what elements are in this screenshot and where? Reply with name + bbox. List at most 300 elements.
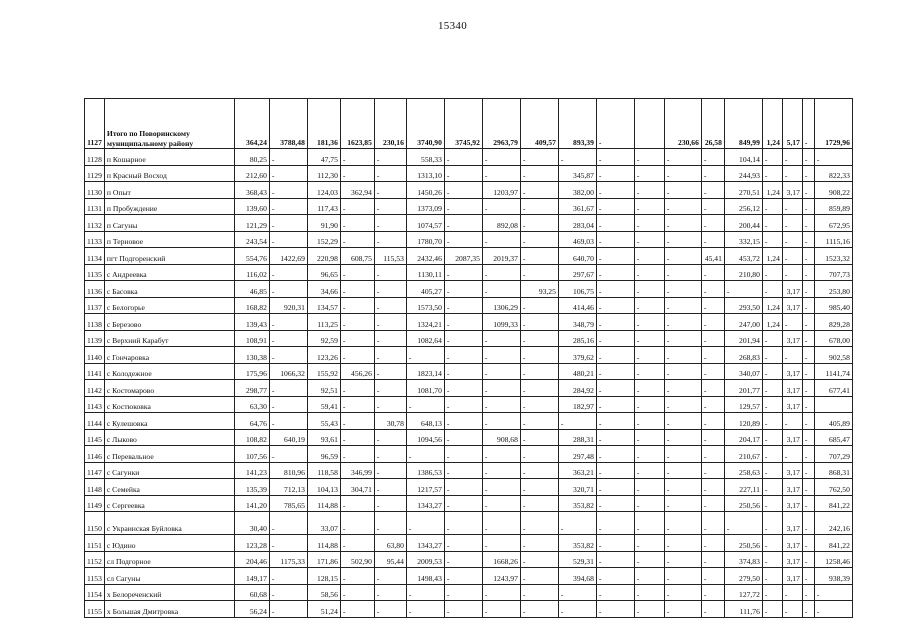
- value-cell: -: [762, 495, 782, 512]
- value-cell: -: [701, 380, 724, 397]
- value-cell: -: [520, 429, 558, 446]
- value-cell: -: [374, 231, 406, 248]
- value-cell: -: [596, 429, 634, 446]
- value-cell: -: [520, 330, 558, 347]
- value-cell: -: [701, 264, 724, 281]
- value-cell: -: [634, 551, 664, 568]
- table-row: [85, 413, 853, 430]
- value-cell: -: [762, 479, 782, 496]
- value-cell: -: [802, 347, 814, 364]
- value-cell: -: [269, 264, 307, 281]
- value-cell: -: [762, 446, 782, 463]
- value-cell: -: [664, 149, 701, 166]
- value-cell: -: [762, 396, 782, 413]
- row-number-cell: 1148: [85, 479, 105, 496]
- value-cell: 139,60: [234, 198, 269, 215]
- value-cell: -: [664, 248, 701, 265]
- value-cell: -: [340, 535, 374, 552]
- value-cell: 1573,50: [406, 297, 444, 314]
- value-cell: 1243,97: [482, 568, 520, 585]
- value-cell: -: [444, 297, 482, 314]
- value-cell: 1081,70: [406, 380, 444, 397]
- value-cell: 212,60: [234, 165, 269, 182]
- value-cell: 608,75: [340, 248, 374, 265]
- value-cell: -: [664, 429, 701, 446]
- value-cell: 3,17: [782, 462, 802, 479]
- table-row: [85, 380, 853, 397]
- row-number-cell: 1131: [85, 198, 105, 215]
- value-cell: -: [802, 281, 814, 298]
- value-cell: -: [701, 363, 724, 380]
- value-cell: 175,96: [234, 363, 269, 380]
- value-cell: -: [558, 413, 596, 430]
- value-cell: -: [406, 512, 444, 535]
- value-cell: -: [664, 568, 701, 585]
- row-number-cell: 1155: [85, 601, 105, 618]
- value-cell: -: [520, 231, 558, 248]
- value-cell: 841,22: [814, 535, 852, 552]
- value-cell: 107,56: [234, 446, 269, 463]
- value-cell: -: [340, 330, 374, 347]
- value-cell: 2432,46: [406, 248, 444, 265]
- value-cell: 707,73: [814, 264, 852, 281]
- value-cell: -: [802, 380, 814, 397]
- value-cell: -: [634, 568, 664, 585]
- value-cell: 283,04: [558, 215, 596, 232]
- value-cell: -: [444, 363, 482, 380]
- value-cell: -: [374, 601, 406, 618]
- value-cell: 1313,10: [406, 165, 444, 182]
- value-cell: 363,21: [558, 462, 596, 479]
- value-cell: -: [664, 363, 701, 380]
- table-row: [85, 363, 853, 380]
- value-cell: 201,94: [724, 330, 762, 347]
- value-cell: -: [802, 330, 814, 347]
- value-cell: -: [701, 446, 724, 463]
- value-cell: -: [664, 297, 701, 314]
- table-row: [85, 462, 853, 479]
- value-cell: -: [596, 264, 634, 281]
- value-cell: -: [596, 297, 634, 314]
- value-cell: -: [596, 99, 634, 149]
- value-cell: -: [762, 568, 782, 585]
- row-number-cell: 1150: [85, 512, 105, 535]
- value-cell: 250,56: [724, 495, 762, 512]
- value-cell: -: [802, 551, 814, 568]
- value-cell: -: [634, 446, 664, 463]
- value-cell: -: [802, 198, 814, 215]
- value-cell: 104,14: [724, 149, 762, 166]
- value-cell: 63,30: [234, 396, 269, 413]
- table-row: [85, 149, 853, 166]
- settlement-name-cell: пгт Подгоренский: [104, 248, 234, 265]
- value-cell: -: [340, 568, 374, 585]
- value-cell: -: [520, 314, 558, 331]
- value-cell: -: [701, 182, 724, 199]
- value-cell: 1523,32: [814, 248, 852, 265]
- table-row: [85, 446, 853, 463]
- value-cell: -: [269, 314, 307, 331]
- value-cell: -: [406, 347, 444, 364]
- value-cell: 91,90: [307, 215, 340, 232]
- settlement-name-cell: п Кошарное: [104, 149, 234, 166]
- value-cell: 892,08: [482, 215, 520, 232]
- row-number-cell: 1134: [85, 248, 105, 265]
- row-number-cell: 1127: [85, 99, 105, 149]
- value-cell: -: [596, 462, 634, 479]
- value-cell: -: [374, 429, 406, 446]
- value-cell: -: [482, 535, 520, 552]
- value-cell: -: [596, 363, 634, 380]
- value-cell: 1074,57: [406, 215, 444, 232]
- value-cell: [814, 396, 852, 413]
- value-cell: 332,15: [724, 231, 762, 248]
- value-cell: -: [802, 601, 814, 618]
- value-cell: -: [340, 396, 374, 413]
- value-cell: -: [664, 512, 701, 535]
- value-cell: 1,24: [762, 297, 782, 314]
- value-cell: -: [269, 149, 307, 166]
- row-number-cell: 1154: [85, 584, 105, 601]
- value-cell: -: [558, 601, 596, 618]
- value-cell: -: [634, 512, 664, 535]
- value-cell: -: [664, 281, 701, 298]
- value-cell: -: [374, 149, 406, 166]
- value-cell: -: [664, 198, 701, 215]
- value-cell: 284,92: [558, 380, 596, 397]
- value-cell: 345,87: [558, 165, 596, 182]
- value-cell: -: [762, 231, 782, 248]
- value-cell: 58,56: [307, 584, 340, 601]
- value-cell: -: [340, 297, 374, 314]
- value-cell: -: [664, 396, 701, 413]
- value-cell: 640,70: [558, 248, 596, 265]
- value-cell: -: [269, 281, 307, 298]
- value-cell: -: [340, 149, 374, 166]
- value-cell: 3,17: [782, 281, 802, 298]
- value-cell: -: [482, 363, 520, 380]
- value-cell: 1386,53: [406, 462, 444, 479]
- value-cell: 92,59: [307, 330, 340, 347]
- settlement-name-cell: с Верхний Карабут: [104, 330, 234, 347]
- value-cell: 30,40: [234, 512, 269, 535]
- value-cell: -: [782, 584, 802, 601]
- table-row: [85, 568, 853, 585]
- settlement-name-cell: х Белореченский: [104, 584, 234, 601]
- value-cell: -: [374, 479, 406, 496]
- value-cell: 340,07: [724, 363, 762, 380]
- value-cell: -: [444, 149, 482, 166]
- value-cell: -: [634, 601, 664, 618]
- value-cell: -: [374, 446, 406, 463]
- value-cell: 108,82: [234, 429, 269, 446]
- row-number-cell: 1142: [85, 380, 105, 397]
- value-cell: 3,17: [782, 297, 802, 314]
- value-cell: -: [520, 584, 558, 601]
- value-cell: -: [701, 198, 724, 215]
- row-number-cell: 1139: [85, 330, 105, 347]
- value-cell: 34,66: [307, 281, 340, 298]
- value-cell: -: [444, 347, 482, 364]
- value-cell: -: [406, 396, 444, 413]
- value-cell: -: [634, 297, 664, 314]
- value-cell: 3788,48: [269, 99, 307, 149]
- value-cell: -: [596, 215, 634, 232]
- value-cell: -: [782, 165, 802, 182]
- value-cell: -: [444, 165, 482, 182]
- value-cell: 414,46: [558, 297, 596, 314]
- value-cell: -: [444, 264, 482, 281]
- value-cell: 33,07: [307, 512, 340, 535]
- value-cell: -: [664, 330, 701, 347]
- value-cell: -: [634, 281, 664, 298]
- value-cell: 453,72: [724, 248, 762, 265]
- value-cell: 242,16: [814, 512, 852, 535]
- value-cell: -: [701, 479, 724, 496]
- row-number-cell: 1137: [85, 297, 105, 314]
- value-cell: -: [520, 551, 558, 568]
- settlement-name-cell: с Сагунки: [104, 462, 234, 479]
- value-cell: -: [634, 380, 664, 397]
- settlement-name-cell: п Терновое: [104, 231, 234, 248]
- table-row: [85, 347, 853, 364]
- value-cell: -: [701, 584, 724, 601]
- value-cell: 297,48: [558, 446, 596, 463]
- value-cell: -: [269, 165, 307, 182]
- value-cell: 868,31: [814, 462, 852, 479]
- value-cell: -: [340, 413, 374, 430]
- value-cell: -: [558, 512, 596, 535]
- table-row: [85, 535, 853, 552]
- value-cell: -: [374, 380, 406, 397]
- value-cell: -: [269, 396, 307, 413]
- settlement-name-cell: с Семейка: [104, 479, 234, 496]
- value-cell: 640,19: [269, 429, 307, 446]
- value-cell: 810,96: [269, 462, 307, 479]
- value-cell: 130,38: [234, 347, 269, 364]
- value-cell: -: [664, 413, 701, 430]
- value-cell: -: [762, 347, 782, 364]
- value-cell: 243,54: [234, 231, 269, 248]
- value-cell: -: [520, 363, 558, 380]
- value-cell: -: [520, 380, 558, 397]
- value-cell: 200,44: [724, 215, 762, 232]
- value-cell: -: [664, 446, 701, 463]
- value-cell: -: [596, 231, 634, 248]
- row-number-cell: 1130: [85, 182, 105, 199]
- value-cell: -: [444, 182, 482, 199]
- row-number-cell: 1140: [85, 347, 105, 364]
- value-cell: -: [782, 446, 802, 463]
- value-cell: 382,00: [558, 182, 596, 199]
- value-cell: 112,30: [307, 165, 340, 182]
- value-cell: 117,43: [307, 198, 340, 215]
- value-cell: 51,24: [307, 601, 340, 618]
- value-cell: 1343,27: [406, 495, 444, 512]
- row-number-cell: 1144: [85, 413, 105, 430]
- settlement-name-cell: с Костюковка: [104, 396, 234, 413]
- value-cell: 2963,79: [482, 99, 520, 149]
- value-cell: 129,57: [724, 396, 762, 413]
- value-cell: -: [701, 314, 724, 331]
- value-cell: 114,88: [307, 495, 340, 512]
- value-cell: -: [374, 314, 406, 331]
- value-cell: 3,17: [782, 380, 802, 397]
- settlement-name-cell: п Пробуждение: [104, 198, 234, 215]
- value-cell: 46,85: [234, 281, 269, 298]
- value-cell: 123,28: [234, 535, 269, 552]
- value-cell: 116,02: [234, 264, 269, 281]
- value-cell: -: [634, 165, 664, 182]
- table-row: [85, 165, 853, 182]
- value-cell: -: [701, 149, 724, 166]
- value-cell: 182,97: [558, 396, 596, 413]
- value-cell: 59,41: [307, 396, 340, 413]
- value-cell: -: [406, 584, 444, 601]
- value-cell: -: [482, 198, 520, 215]
- value-cell: 268,83: [724, 347, 762, 364]
- value-cell: -: [762, 264, 782, 281]
- value-cell: 920,31: [269, 297, 307, 314]
- value-cell: -: [802, 535, 814, 552]
- value-cell: 106,75: [558, 281, 596, 298]
- value-cell: -: [482, 231, 520, 248]
- value-cell: 353,82: [558, 535, 596, 552]
- value-cell: -: [374, 347, 406, 364]
- value-cell: -: [269, 568, 307, 585]
- value-cell: -: [664, 584, 701, 601]
- table-row: [85, 215, 853, 232]
- value-cell: -: [802, 215, 814, 232]
- value-cell: -: [374, 495, 406, 512]
- value-cell: 1324,21: [406, 314, 444, 331]
- value-cell: -: [664, 462, 701, 479]
- value-cell: 1258,46: [814, 551, 852, 568]
- value-cell: -: [814, 149, 852, 166]
- value-cell: -: [520, 601, 558, 618]
- value-cell: 2019,37: [482, 248, 520, 265]
- value-cell: 3,17: [782, 535, 802, 552]
- value-cell: -: [444, 413, 482, 430]
- value-cell: -: [664, 347, 701, 364]
- value-cell: -: [664, 479, 701, 496]
- value-cell: 123,26: [307, 347, 340, 364]
- value-cell: 104,13: [307, 479, 340, 496]
- value-cell: -: [374, 198, 406, 215]
- value-cell: -: [269, 584, 307, 601]
- settlement-name-cell: с Кулешовка: [104, 413, 234, 430]
- settlement-name-cell: с Басовка: [104, 281, 234, 298]
- value-cell: 210,67: [724, 446, 762, 463]
- value-cell: 1,24: [762, 182, 782, 199]
- value-cell: -: [634, 215, 664, 232]
- value-cell: 379,62: [558, 347, 596, 364]
- value-cell: -: [634, 396, 664, 413]
- table-row: [85, 584, 853, 601]
- value-cell: -: [444, 601, 482, 618]
- value-cell: -: [762, 584, 782, 601]
- value-cell: 152,29: [307, 231, 340, 248]
- value-cell: -: [520, 462, 558, 479]
- row-number-cell: 1146: [85, 446, 105, 463]
- value-cell: 1450,26: [406, 182, 444, 199]
- value-cell: 902,58: [814, 347, 852, 364]
- value-cell: 230,66: [664, 99, 701, 149]
- value-cell: 227,11: [724, 479, 762, 496]
- value-cell: -: [701, 512, 724, 535]
- value-cell: 908,22: [814, 182, 852, 199]
- value-cell: -: [340, 380, 374, 397]
- value-cell: -: [340, 495, 374, 512]
- value-cell: 2087,35: [444, 248, 482, 265]
- value-cell: 139,43: [234, 314, 269, 331]
- value-cell: 558,33: [406, 149, 444, 166]
- settlement-name-cell: с Белогорье: [104, 297, 234, 314]
- value-cell: -: [634, 495, 664, 512]
- value-cell: -: [269, 347, 307, 364]
- value-cell: -: [482, 264, 520, 281]
- value-cell: -: [482, 149, 520, 166]
- value-cell: -: [374, 396, 406, 413]
- value-cell: -: [701, 231, 724, 248]
- value-cell: 60,68: [234, 584, 269, 601]
- value-cell: -: [802, 584, 814, 601]
- value-cell: 3,17: [782, 429, 802, 446]
- value-cell: -: [520, 198, 558, 215]
- settlement-name-cell: Итого по Поворинскому муниципальному району: [104, 99, 234, 149]
- value-cell: -: [701, 429, 724, 446]
- value-cell: 712,13: [269, 479, 307, 496]
- value-cell: -: [596, 512, 634, 535]
- value-cell: 707,29: [814, 446, 852, 463]
- value-cell: -: [596, 413, 634, 430]
- value-cell: -: [596, 601, 634, 618]
- value-cell: 293,50: [724, 297, 762, 314]
- value-cell: 5,17: [782, 99, 802, 149]
- value-cell: -: [340, 231, 374, 248]
- value-cell: -: [802, 363, 814, 380]
- value-cell: 120,89: [724, 413, 762, 430]
- value-cell: 1175,33: [269, 551, 307, 568]
- value-cell: 141,23: [234, 462, 269, 479]
- value-cell: -: [482, 512, 520, 535]
- value-cell: -: [782, 215, 802, 232]
- value-cell: -: [482, 601, 520, 618]
- value-cell: -: [664, 314, 701, 331]
- value-cell: 822,33: [814, 165, 852, 182]
- value-cell: -: [520, 512, 558, 535]
- value-cell: -: [664, 380, 701, 397]
- value-cell: -: [269, 413, 307, 430]
- value-cell: -: [634, 429, 664, 446]
- value-cell: -: [802, 231, 814, 248]
- value-cell: -: [444, 429, 482, 446]
- value-cell: 368,43: [234, 182, 269, 199]
- value-cell: -: [634, 198, 664, 215]
- value-cell: 1115,16: [814, 231, 852, 248]
- value-cell: -: [482, 495, 520, 512]
- value-cell: -: [802, 568, 814, 585]
- settlement-name-cell: сл Сагуны: [104, 568, 234, 585]
- value-cell: -: [269, 446, 307, 463]
- value-cell: -: [782, 413, 802, 430]
- settlement-name-cell: х Большая Дмитровка: [104, 601, 234, 618]
- value-cell: 55,43: [307, 413, 340, 430]
- value-cell: -: [444, 551, 482, 568]
- value-cell: -: [374, 330, 406, 347]
- value-cell: -: [520, 446, 558, 463]
- data-table-container: [84, 98, 853, 618]
